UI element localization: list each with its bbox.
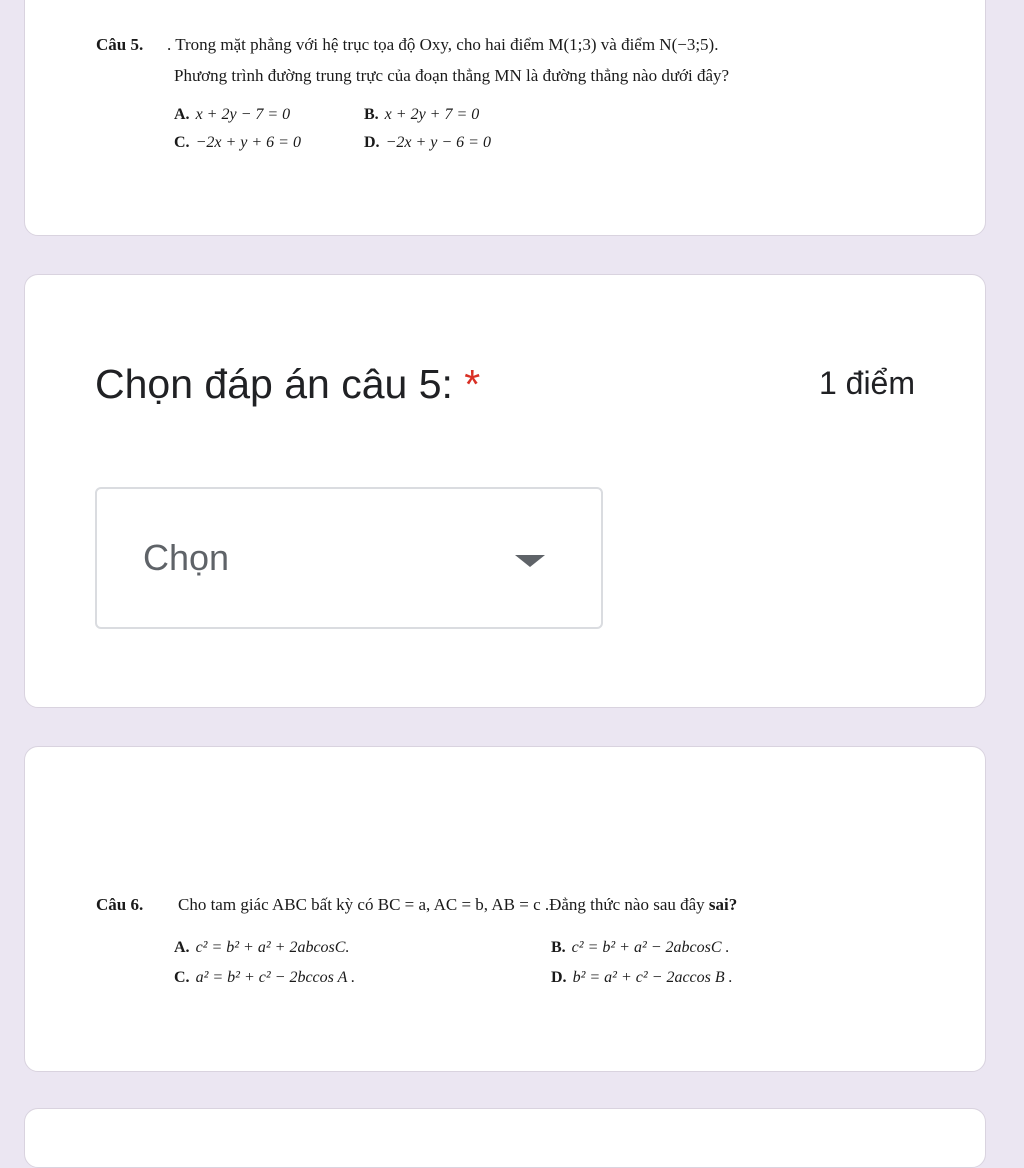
option-b bbox=[551, 939, 730, 957]
option-letter: C. bbox=[174, 134, 190, 151]
option-text: x + 2y − 7 = 0 bbox=[195, 106, 291, 123]
triangle-down-icon bbox=[515, 555, 545, 567]
option-c bbox=[174, 969, 355, 987]
option-letter: A. bbox=[174, 939, 190, 956]
option-text: a² = b² + c² − 2bccos A . bbox=[195, 969, 356, 986]
option-letter: A. bbox=[174, 106, 190, 123]
required-asterisk: * bbox=[464, 361, 481, 407]
option-text: −2x + y + 6 = 0 bbox=[195, 134, 301, 151]
option-a bbox=[174, 939, 349, 957]
points-label: 1 điểm bbox=[818, 365, 915, 401]
option-letter: C. bbox=[174, 969, 190, 986]
question-label: Câu 5. bbox=[96, 35, 144, 54]
option-text: c² = b² + a² + 2abcosC. bbox=[195, 939, 350, 956]
option-text: −2x + y − 6 = 0 bbox=[385, 134, 491, 151]
option-letter: B. bbox=[551, 939, 566, 956]
question-emphasis: sai bbox=[708, 895, 729, 914]
option-letter: D. bbox=[551, 969, 567, 986]
question-mark: ? bbox=[728, 895, 738, 914]
question-text-line2: Phương trình đường trung trực của đoạn thẳng MN là đường thẳng nào dưới đây? bbox=[174, 66, 730, 85]
answer-title bbox=[95, 361, 480, 408]
question-text-line1 bbox=[178, 895, 737, 915]
question-text: Cho tam giác ABC bất kỳ có BC = a, AC = b, AB = c .Đẳng thức nào sau đây bbox=[178, 895, 705, 914]
option-d bbox=[551, 969, 733, 987]
option-text: c² = b² + a² − 2abcosC . bbox=[571, 939, 730, 956]
answer-title-text: Chọn đáp án câu 5: bbox=[95, 361, 453, 407]
question-5-card bbox=[24, 0, 986, 236]
option-text: b² = a² + c² − 2accos B . bbox=[572, 969, 733, 986]
question-text-line1: . Trong mặt phẳng với hệ trục tọa độ Oxy, cho hai điểm M(1;3) và điểm N(−3;5). bbox=[167, 35, 719, 54]
option-letter: B. bbox=[364, 106, 379, 123]
option-b bbox=[364, 106, 479, 124]
dropdown-placeholder: Chọn bbox=[143, 537, 230, 578]
option-a bbox=[174, 106, 290, 124]
answer-card bbox=[24, 274, 986, 708]
option-text: x + 2y + 7 = 0 bbox=[384, 106, 480, 123]
option-c bbox=[174, 134, 301, 152]
answer-dropdown[interactable] bbox=[95, 487, 603, 629]
option-d bbox=[364, 134, 491, 152]
question-label: Câu 6. bbox=[96, 895, 144, 914]
option-letter: D. bbox=[364, 134, 380, 151]
next-question-card bbox=[24, 1108, 986, 1168]
question-6-card bbox=[24, 746, 986, 1072]
